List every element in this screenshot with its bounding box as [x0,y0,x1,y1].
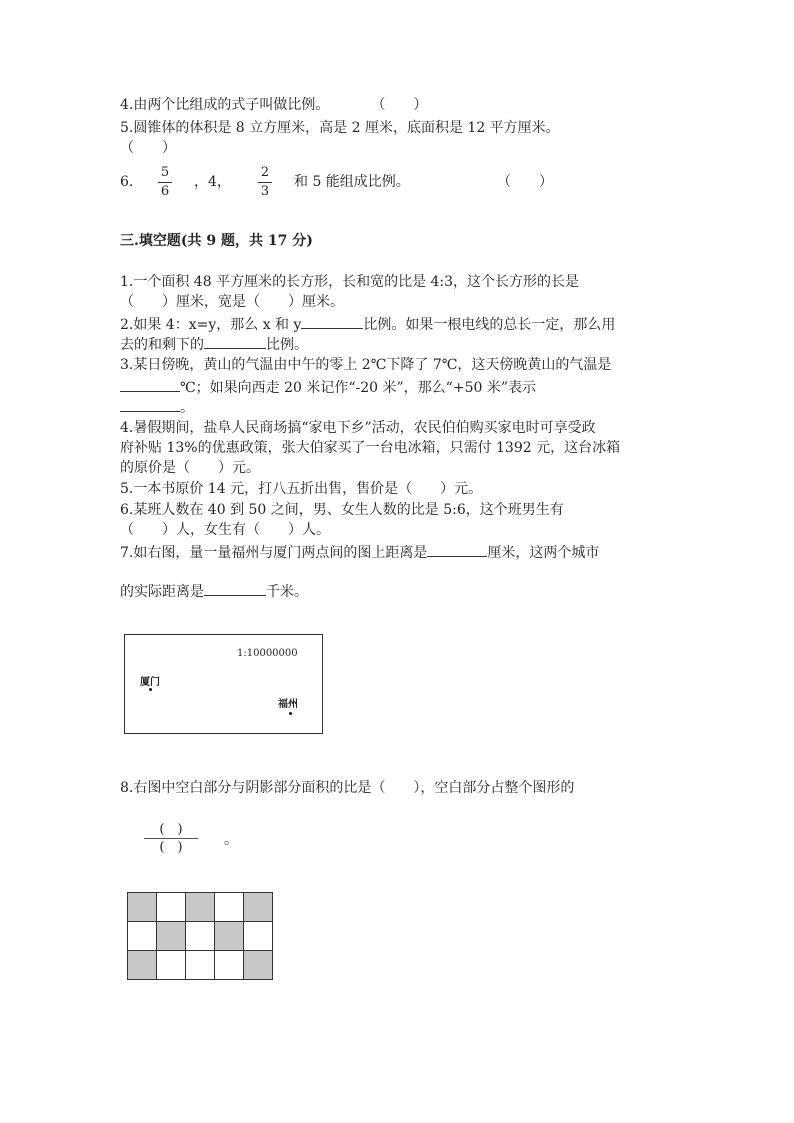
fraction-numerator[interactable]: ( ) [159,822,183,837]
grid-cell-blank [244,922,273,951]
grid-row [128,893,273,922]
judge-q6-fraction-2 [258,165,272,200]
fill-q2-text-d: 比例。 [266,337,308,353]
grid-cell-blank [128,922,157,951]
grid-row [128,922,273,951]
answer-blank[interactable] [120,396,180,412]
map-point-fuzhou [289,712,292,715]
fill-q2-line2 [120,333,308,355]
fill-q1-line1: 1.一个面积 48 平方厘米的长方形，长和宽的比是 4:3，这个长方形的长是 [120,274,580,290]
fill-q7-text-c: 的实际距离是 [120,584,204,600]
grid-cell-blank [186,922,215,951]
map-scale: 1:10000000 [237,648,298,659]
answer-blank[interactable] [427,541,487,557]
fill-q7-line2 [120,580,308,602]
grid-cell-shaded [157,922,186,951]
judge-q4: 4.由两个比组成的式子叫做比例。 （ ） [120,97,428,113]
map-figure [124,634,323,734]
fill-q2-text-b: 比例。如果一根电线的总长一定，那么用 [363,317,616,333]
fill-q6-line1: 6.某班人数在 40 到 50 之间，男、女生人数的比是 5:6，这个班男生有 [120,502,564,518]
answer-blank[interactable] [301,313,363,329]
fill-q5-line1: 5.一本书原价 14 元，打八五折出售，售价是（ ）元。 [120,481,483,497]
fill-q3-text-b: ℃；如果向西走 20 米记作“-20 米”，那么“+50 米”表示 [180,380,536,396]
grid-cell-blank [186,951,215,980]
answer-blank[interactable] [120,376,180,392]
grid-cell-shaded [128,951,157,980]
fill-q7-text-d: 千米。 [266,584,308,600]
fill-q1-line2: （ ）厘米，宽是（ ）厘米。 [120,294,344,310]
grid-cell-shaded [244,893,273,922]
fill-q4-line2: 府补贴 13%的优惠政策，张大伯家买了一台电冰箱，只需付 1392 元，这台冰箱 [120,440,621,456]
fill-q7-text-a: 7.如右图，量一量福州与厦门两点间的图上距离是 [120,545,428,561]
fraction-numerator: 5 [160,165,170,180]
fill-q7-line1 [120,541,599,563]
fill-q3-text-c: 。 [180,400,194,416]
judge-q5-line2: （ ） [120,140,176,156]
fill-q4-line1: 4.暑假期间，盐阜人民商场搞“家电下乡”活动，农民伯伯购买家电时可享受政 [120,420,596,436]
fill-q3-line1: 3.某日傍晚，黄山的气温由中午的零上 2℃下降了 7℃，这天傍晚黄山的气温是 [120,357,612,373]
grid-cell-shaded [244,951,273,980]
fill-q6-line2: （ ）人，女生有（ ）人。 [120,522,330,538]
section-heading: 三.填空题(共 9 题，共 17 分) [120,233,313,249]
fill-q8-line1: 8.右图中空白部分与阴影部分面积的比是（ ），空白部分占整个图形的 [120,780,575,796]
grid-cell-blank [215,951,244,980]
fill-q8-period: 。 [224,832,238,848]
fill-q2-text-a: 2.如果 4：x=y，那么 x 和 y [120,317,302,333]
judge-q6-bracket: （ ） [497,174,553,190]
fill-q7-text-b: 厘米，这两个城市 [487,545,600,561]
fill-q2-line1 [120,313,615,335]
grid-row [128,951,273,980]
fraction-denominator: 6 [160,184,170,199]
map-city-xiamen: 厦门 [140,677,160,688]
judge-q5-line1: 5.圆锥体的体积是 8 立方厘米，高是 2 厘米，底面积是 12 平方厘米。 [120,120,560,136]
judge-q6-prefix: 6. [120,174,134,190]
grid-cell-blank [215,893,244,922]
map-city-fuzhou: 福州 [278,699,298,710]
answer-blank[interactable] [204,580,266,596]
fill-q4-line3: 的原价是（ ）元。 [120,460,260,476]
fill-q3-line2 [120,376,536,398]
judge-q6-mid: ，4， [194,174,231,190]
judge-q6-suffix: 和 5 能组成比例。 [294,174,410,190]
fraction-denominator: 3 [260,184,270,199]
judge-q6-fraction-1 [158,165,172,200]
fraction-denominator[interactable]: ( ) [159,840,183,855]
fill-q2-text-c: 去的和剩下的 [120,337,204,353]
answer-blank[interactable] [204,333,266,349]
fill-q3-line3 [120,396,194,418]
map-point-xiamen [149,688,152,691]
grid-cell-shaded [186,893,215,922]
grid-cell-blank [157,951,186,980]
grid-cell-shaded [215,922,244,951]
fill-q8-fraction [144,822,198,855]
shaded-grid-figure [127,892,273,980]
grid-cell-blank [157,893,186,922]
fraction-numerator: 2 [260,165,270,180]
grid-cell-shaded [128,893,157,922]
